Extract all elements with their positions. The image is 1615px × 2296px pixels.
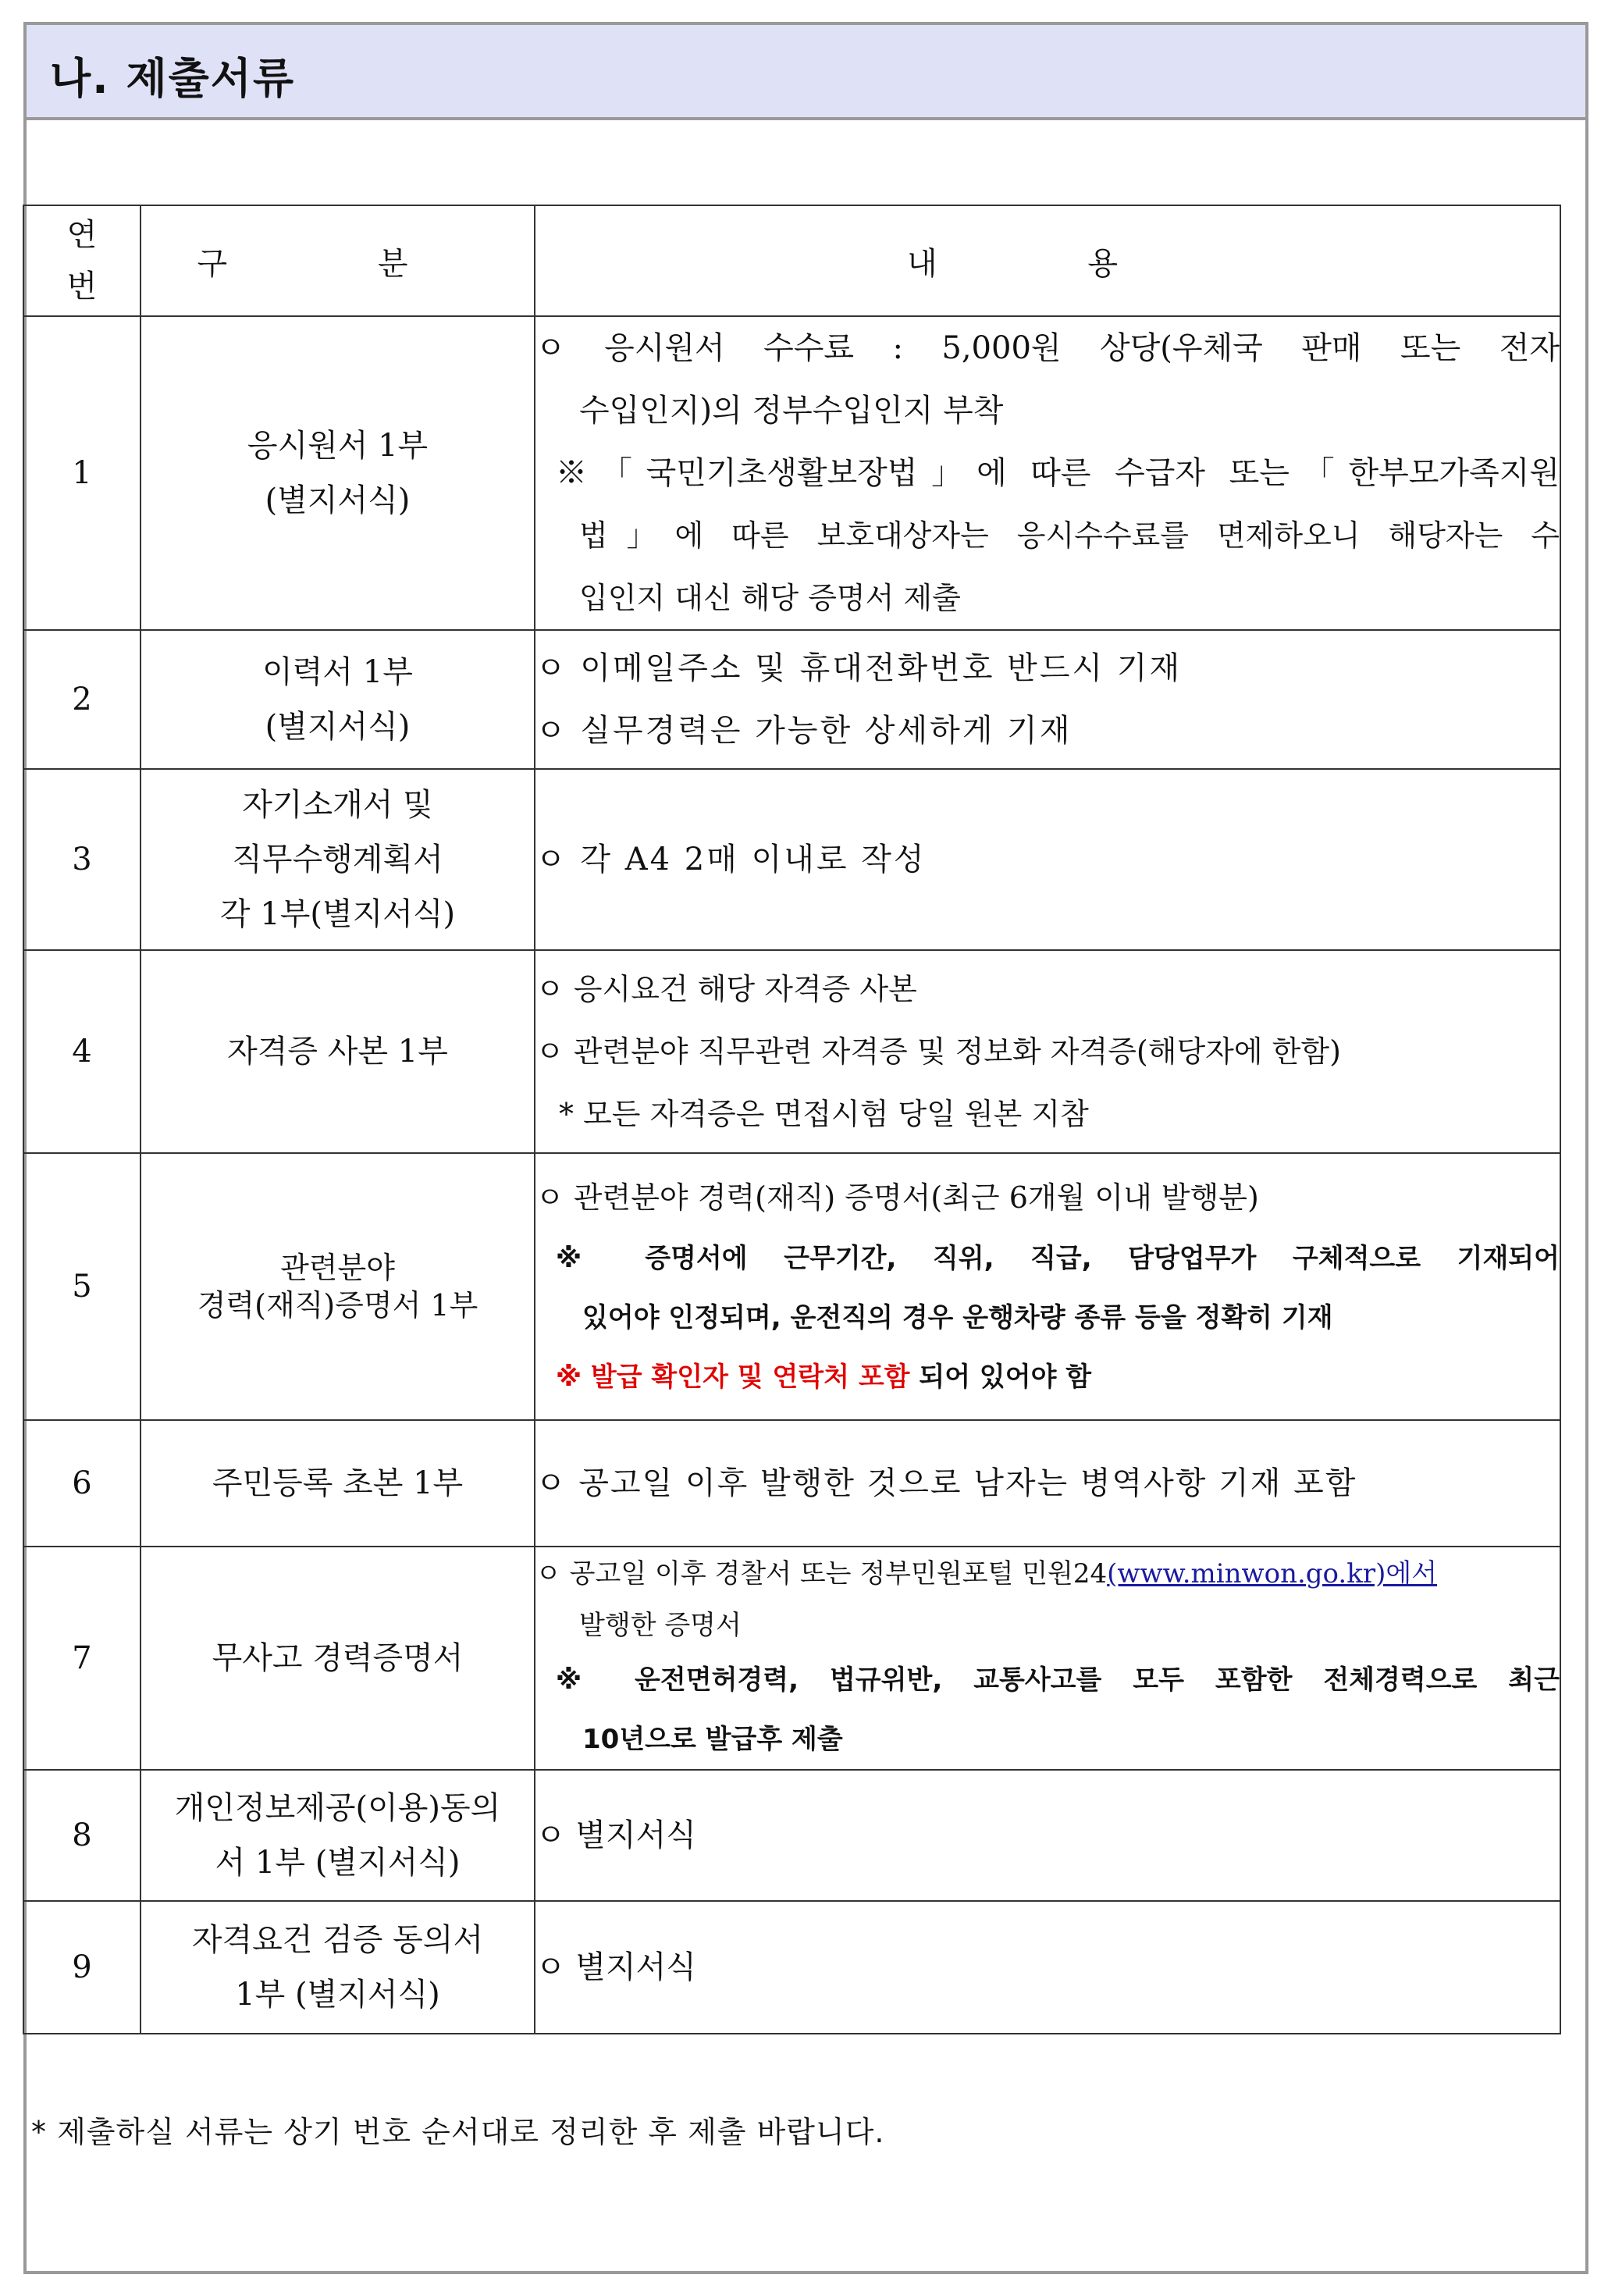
row-category: 관련분야 경력(재직)증명서 1부	[141, 1153, 535, 1420]
footnote: * 제출하실 서류는 상기 번호 순서대로 정리한 후 제출 바랍니다.	[31, 2115, 885, 2149]
table-row	[23, 1547, 1560, 1770]
row-content: ㅇ 응시요건 해당 자격증 사본 ㅇ 관련분야 직무관련 자격증 및 정보화 자격증(해당자에 한함) * 모든 자격증은 면접시험 당일 원본 지참	[535, 950, 1560, 1153]
header-category: 구 분	[141, 205, 535, 316]
row-content: ㅇ 각 A4 2매 이내로 작성	[535, 769, 1560, 950]
table-row	[23, 316, 1560, 630]
row-number: 8	[23, 1770, 141, 1901]
row-category: 자격증 사본 1부	[141, 950, 535, 1153]
row-number: 5	[23, 1153, 141, 1420]
table-row	[23, 1901, 1560, 2034]
row-category: 응시원서 1부 (별지서식)	[141, 316, 535, 630]
table-row	[23, 1770, 1560, 1901]
documents-table	[23, 205, 1561, 2034]
row-category: 자격요건 검증 동의서 1부 (별지서식)	[141, 1901, 535, 2034]
row-content: ㅇ 별지서식	[535, 1901, 1560, 2034]
table-row	[23, 1153, 1560, 1420]
header-no: 연 번	[23, 205, 141, 316]
section-header	[27, 25, 1585, 120]
row-content: ㅇ 별지서식	[535, 1770, 1560, 1901]
row-number: 2	[23, 630, 141, 769]
row-category: 무사고 경력증명서	[141, 1547, 535, 1770]
row-number: 6	[23, 1420, 141, 1547]
row-content: ㅇ 이메일주소 및 휴대전화번호 반드시 기재 ㅇ 실무경력은 가능한 상세하게 기재	[535, 630, 1560, 769]
header-content: 내 용	[535, 205, 1560, 316]
row-number: 9	[23, 1901, 141, 2034]
table-header-row	[23, 205, 1560, 316]
table-row	[23, 769, 1560, 950]
red-highlight: ※ 발급 확인자 및 연락처 포함	[556, 1362, 910, 1393]
row-content: ㅇ 공고일 이후 발행한 것으로 남자는 병역사항 기재 포함	[535, 1420, 1560, 1547]
row-category: 자기소개서 및 직무수행계획서 각 1부(별지서식)	[141, 769, 535, 950]
table-row	[23, 1420, 1560, 1547]
row-category: 주민등록 초본 1부	[141, 1420, 535, 1547]
row-content: ㅇ 공고일 이후 경찰서 또는 정부민원포털 민원24(www.minwon.go.kr)에서 발행한 증명서 ※ 운전면허경력, 법규위반, 교통사고를 모두 포함한 전체경력으로 최근 10년으로 발급후 제출	[535, 1547, 1560, 1770]
row-category: 개인정보제공(이용)동의 서 1부 (별지서식)	[141, 1770, 535, 1901]
table-row	[23, 950, 1560, 1153]
row-content: ㅇ 관련분야 경력(재직) 증명서(최근 6개월 이내 발행분) ※ 증명서에 근무기간, 직위, 직급, 담당업무가 구체적으로 기재되어 있어야 인정되며, 운전직의 경우 운행차량 종류 등을 정확히 기재 ※ 발급 확인자 및 연락처 포함 되어 있어야 함	[535, 1153, 1560, 1420]
row-content: ㅇ 응시원서 수수료 : 5,000원 상당(우체국 판매 또는 전자 수입인지)의 정부수입인지 부착 ※「국민기초생활보장법」에 따른 수급자 또는「한부모가족지원 법」에 따른 보호대상자는 응시수수료를 면제하오니 해당자는 수 입인지 대신 해당 증명서 제출	[535, 316, 1560, 630]
section-title: 나. 제출서류	[50, 54, 296, 103]
table-row	[23, 630, 1560, 769]
row-number: 7	[23, 1547, 141, 1770]
row-number: 1	[23, 316, 141, 630]
row-category: 이력서 1부 (별지서식)	[141, 630, 535, 769]
row-number: 3	[23, 769, 141, 950]
minwon-link[interactable]: (www.minwon.go.kr)에서	[1107, 1558, 1438, 1589]
row-number: 4	[23, 950, 141, 1153]
